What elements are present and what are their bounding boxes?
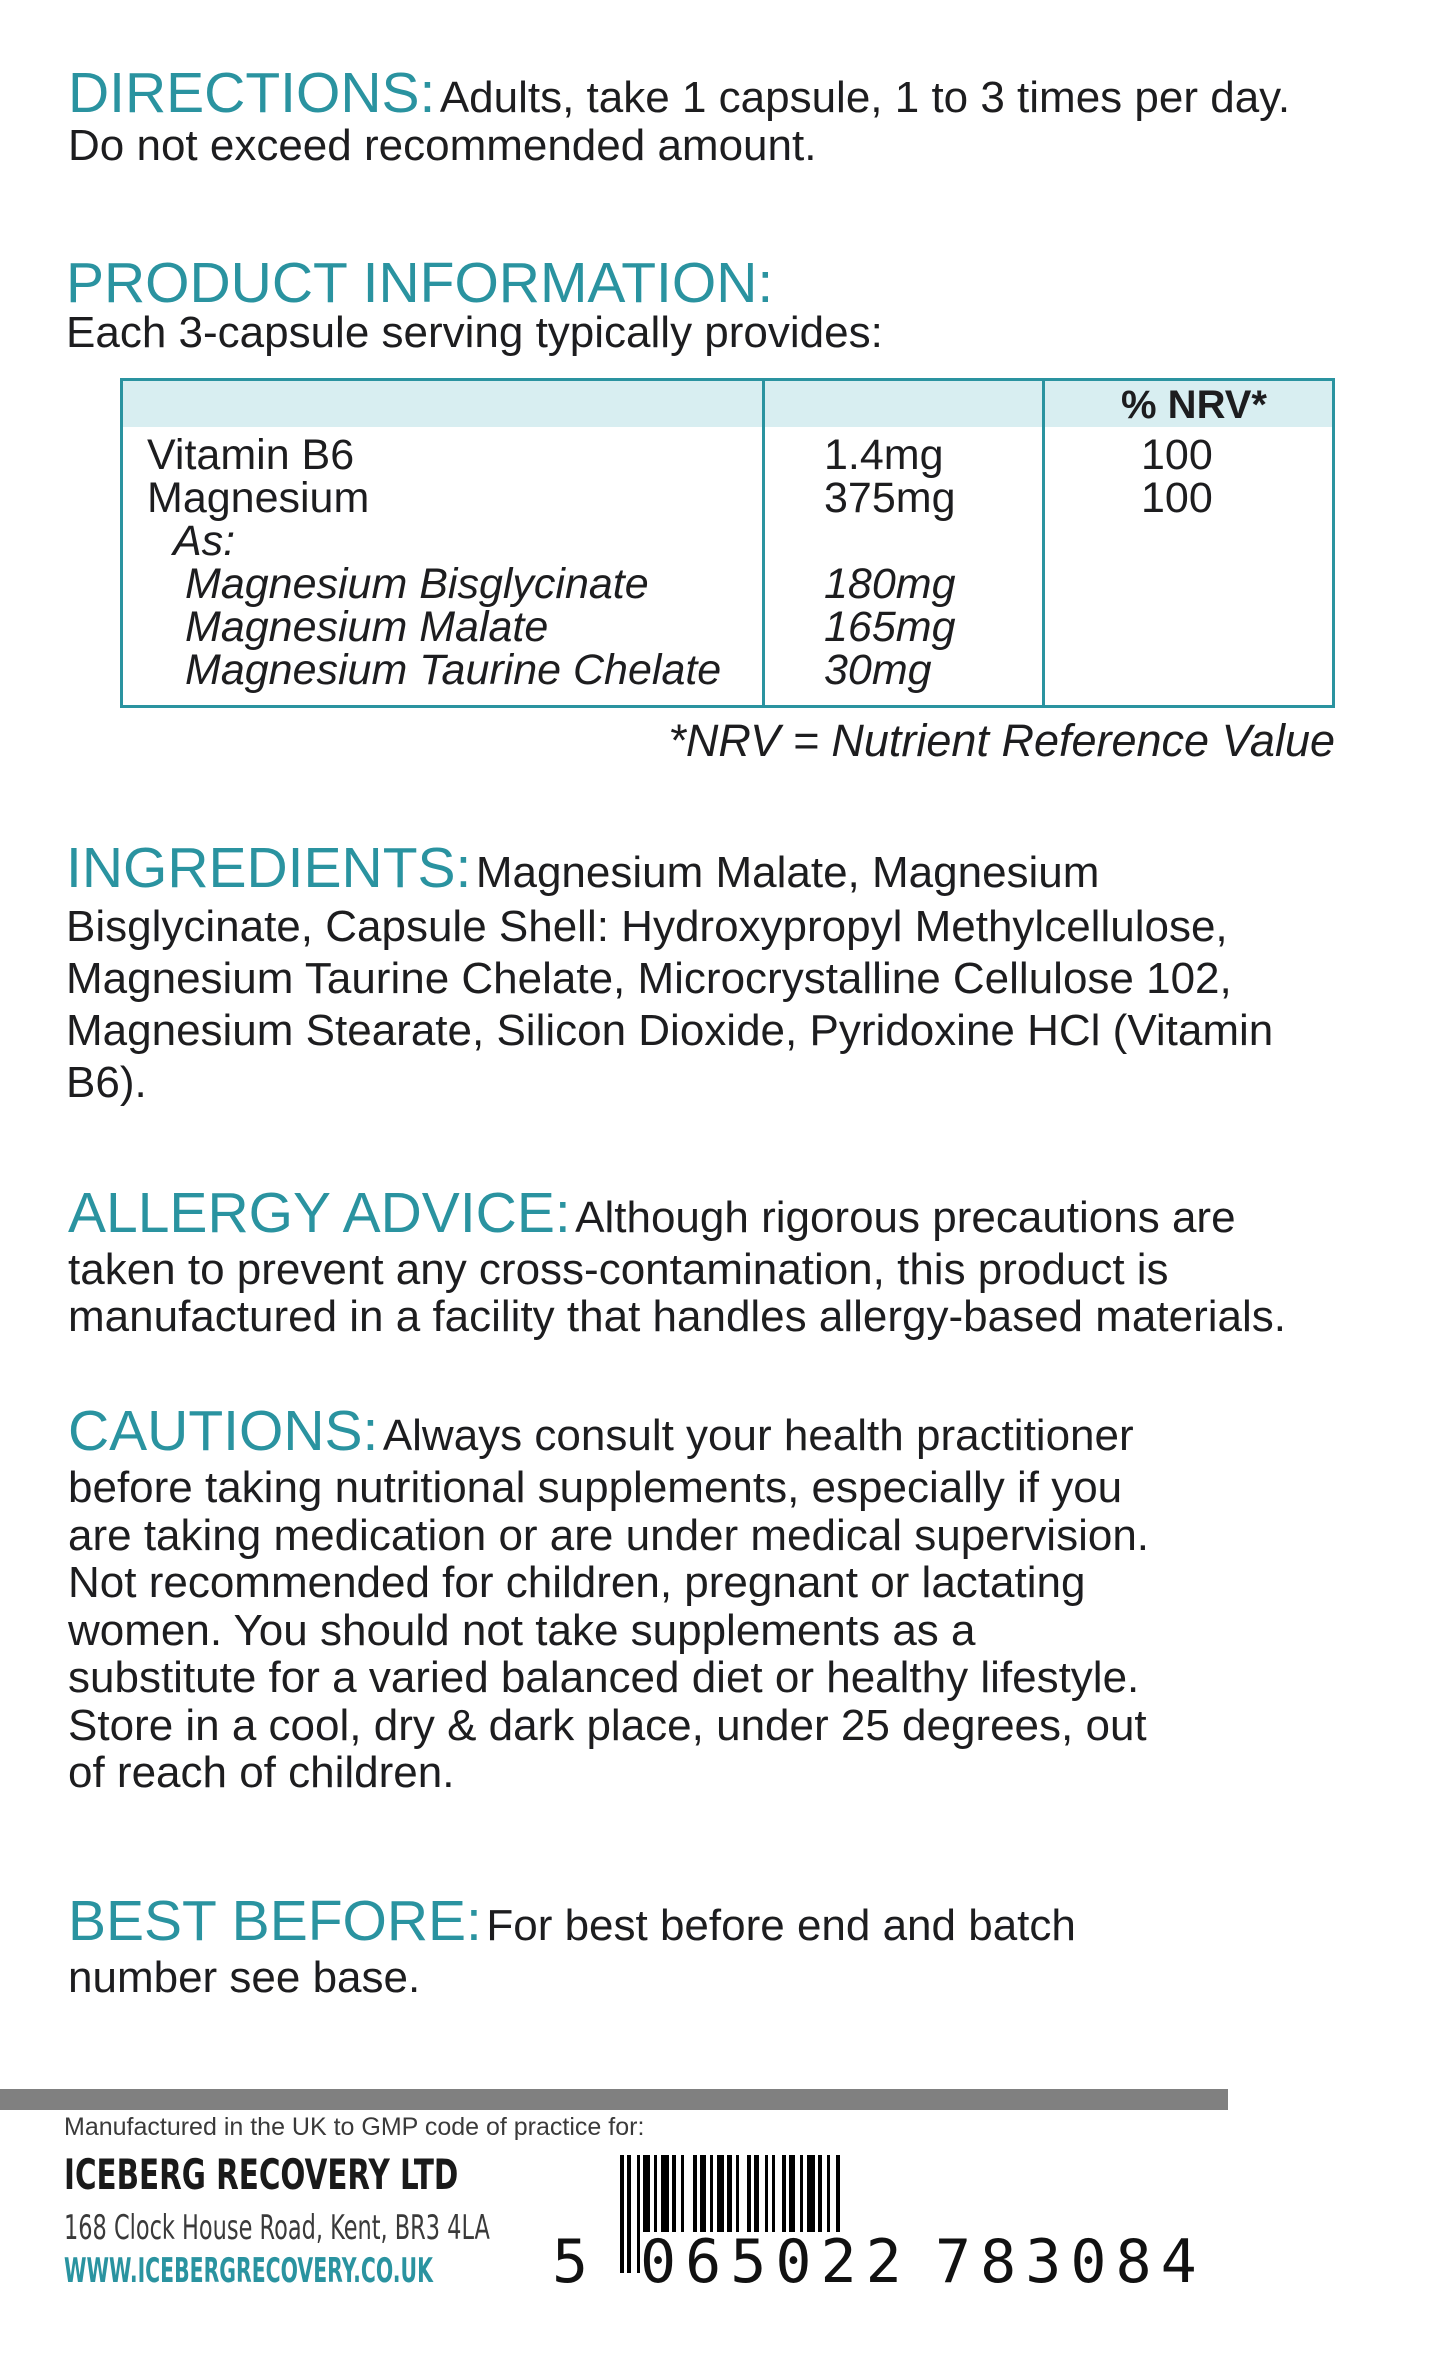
directions-line-2: Do not exceed recommended amount. (68, 121, 817, 170)
barcode-right-group: 783084 (935, 2227, 1206, 2297)
directions-heading: DIRECTIONS: (68, 61, 436, 125)
cautions-line-2: before taking nutritional supplements, especially if you (68, 1463, 1123, 1512)
row-name-taurine-chelate: Magnesium Taurine Chelate (185, 646, 722, 694)
nutrition-table (120, 378, 1335, 708)
product-info-heading: PRODUCT INFORMATION: (66, 251, 774, 315)
row-name-bisglycinate: Magnesium Bisglycinate (185, 560, 649, 608)
row-name-magnesium: Magnesium (147, 474, 370, 522)
row-amount-magnesium: 375mg (824, 474, 956, 522)
ingredients-line-3: Magnesium Taurine Chelate, Microcrystalline Cellulose 102, (66, 954, 1232, 1003)
row-name-as: As: (173, 517, 236, 565)
directions-section (68, 60, 1388, 170)
row-amount-taurine-chelate: 30mg (824, 646, 932, 694)
best-before-line-2: number see base. (68, 1953, 421, 2002)
ingredients-line-5: B6). (66, 1058, 147, 1107)
row-nrv-magnesium: 100 (1141, 474, 1213, 522)
company-name: ICEBERG RECOVERY LTD (64, 2150, 459, 2199)
allergy-line-2: taken to prevent any cross-contamination, this product is (68, 1245, 1169, 1294)
allergy-section (68, 1180, 1398, 1340)
cautions-line-6: substitute for a varied balanced diet or healthy lifestyle. (68, 1653, 1140, 1702)
barcode-bar (620, 2155, 624, 2273)
ingredients-heading: INGREDIENTS: (66, 836, 472, 900)
row-nrv-vitamin-b6: 100 (1141, 431, 1213, 479)
cautions-line-1: Always consult your health practitioner (382, 1411, 1134, 1460)
ingredients-line-1: Magnesium Malate, Magnesium (475, 848, 1100, 897)
best-before-section (68, 1888, 1398, 2002)
row-amount-malate: 165mg (824, 603, 956, 651)
ingredients-line-2: Bisglycinate, Capsule Shell: Hydroxypropyl Methylcellulose, (66, 902, 1228, 951)
allergy-line-3: manufactured in a facility that handles allergy-based materials. (68, 1292, 1286, 1341)
cautions-line-4: Not recommended for children, pregnant or lactating (68, 1558, 1086, 1607)
row-name-vitamin-b6: Vitamin B6 (147, 431, 355, 479)
table-divider-2 (1042, 381, 1045, 705)
row-amount-vitamin-b6: 1.4mg (824, 431, 944, 479)
allergy-heading: ALLERGY ADVICE: (68, 1181, 571, 1245)
allergy-line-1: Although rigorous precautions are (575, 1193, 1236, 1242)
cautions-line-7: Store in a cool, dry & dark place, under 25 degrees, out (68, 1700, 1147, 1750)
barcode-left-group: 065022 (640, 2227, 911, 2297)
best-before-line-1: For best before end and batch (486, 1901, 1076, 1950)
row-amount-bisglycinate: 180mg (824, 560, 956, 608)
nrv-column-header: % NRV* (1121, 383, 1267, 427)
cautions-section (68, 1398, 1398, 1797)
directions-line-1: Adults, take 1 capsule, 1 to 3 times per day. (439, 73, 1291, 122)
cautions-line-5: women. You should not take supplements as a (68, 1605, 976, 1655)
cautions-line-3: are taking medication or are under medical supervision. (68, 1510, 1150, 1560)
cautions-heading: CAUTIONS: (68, 1399, 379, 1463)
barcode-first-digit: 5 (552, 2227, 589, 2297)
best-before-heading: BEST BEFORE: (68, 1889, 482, 1953)
cautions-line-8: of reach of children. (68, 1748, 455, 1797)
company-address: 168 Clock House Road, Kent, BR3 4LA (64, 2208, 490, 2248)
ingredients-section (66, 835, 1396, 1109)
company-website: WWW.ICEBERGRECOVERY.CO.UK (64, 2251, 433, 2291)
row-name-malate: Magnesium Malate (185, 603, 549, 651)
manufacturer-intro: Manufactured in the UK to GMP code of practice for: (64, 2113, 645, 2141)
barcode-bar (627, 2155, 631, 2273)
footer-divider-bar (0, 2089, 1228, 2110)
nrv-footnote: *NRV = Nutrient Reference Value (668, 715, 1335, 766)
product-info-subheading: Each 3-capsule serving typically provides: (66, 308, 883, 357)
ingredients-line-4: Magnesium Stearate, Silicon Dioxide, Pyridoxine HCl (Vitamin (66, 1006, 1274, 1055)
table-divider-1 (762, 381, 765, 705)
